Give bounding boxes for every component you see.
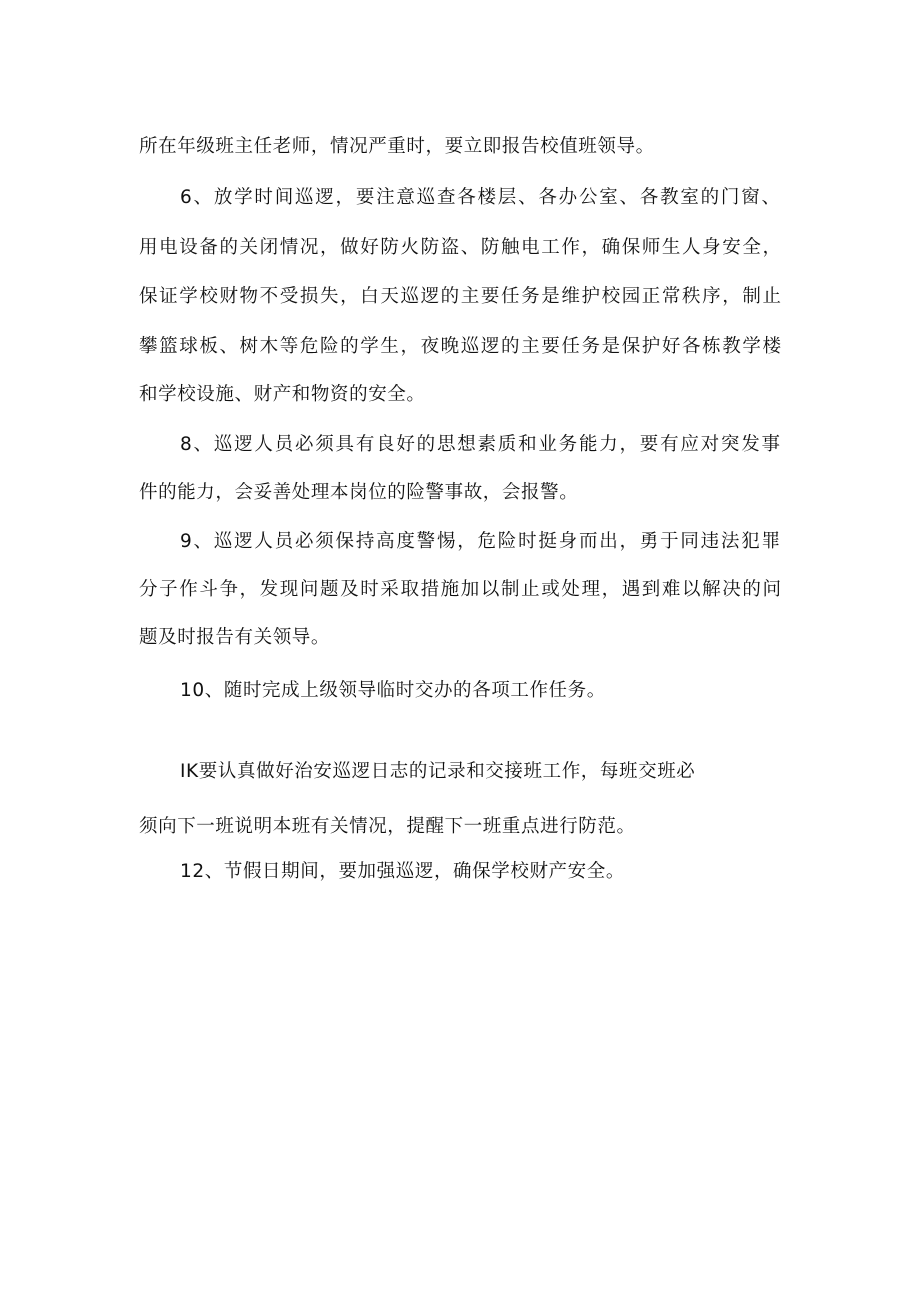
paragraph-8-line-2: 件的能力，会妥善处理本岗位的险警事故，会报警。 [139,482,579,503]
paragraph-6-line-2: 用电设备的关闭情况，做好防火防盗、防触电工作，确保师生人身安全， [139,237,781,258]
paragraph-12: 12、节假日期间，要加强巡逻，确保学校财产安全。 [180,861,625,882]
paragraph-10: 10、随时完成上级领导临时交办的各项工作任务。 [180,680,606,701]
paragraph-6-line-1: 6、放学时间巡逻，要注意巡查各楼层、各办公室、各教室的门窗、 [180,187,780,208]
paragraph-6-line-3: 保证学校财物不受损失，白天巡逻的主要任务是维护校园正常秩序，制止 [139,286,781,307]
paragraph-6-line-5: 和学校设施、财产和物资的安全。 [139,384,426,405]
paragraph-8-line-1: 8、巡逻人员必须具有良好的思想素质和业务能力，要有应对突发事 [180,434,780,455]
paragraph-9-line-2: 分子作斗争，发现问题及时采取措施加以制止或处理，遇到难以解决的问 [139,579,781,600]
paragraph-11-line-2: 须向下一班说明本班有关情况，提醒下一班重点进行防范。 [139,816,636,837]
paragraph-9-line-1: 9、巡逻人员必须保持高度警惕，危险时挺身而出，勇于同违法犯罪 [180,531,780,552]
paragraph-6-line-4: 攀篮球板、树木等危险的学生，夜晚巡逻的主要任务是保护好各栋教学楼 [139,336,781,357]
text-line: 所在年级班主任老师，情况严重时，要立即报告校值班领导。 [139,136,655,157]
paragraph-11-line-1: IK要认真做好治安巡逻日志的记录和交接班工作，每班交班必 [180,761,696,782]
paragraph-9-line-3: 题及时报告有关领导。 [139,627,331,648]
